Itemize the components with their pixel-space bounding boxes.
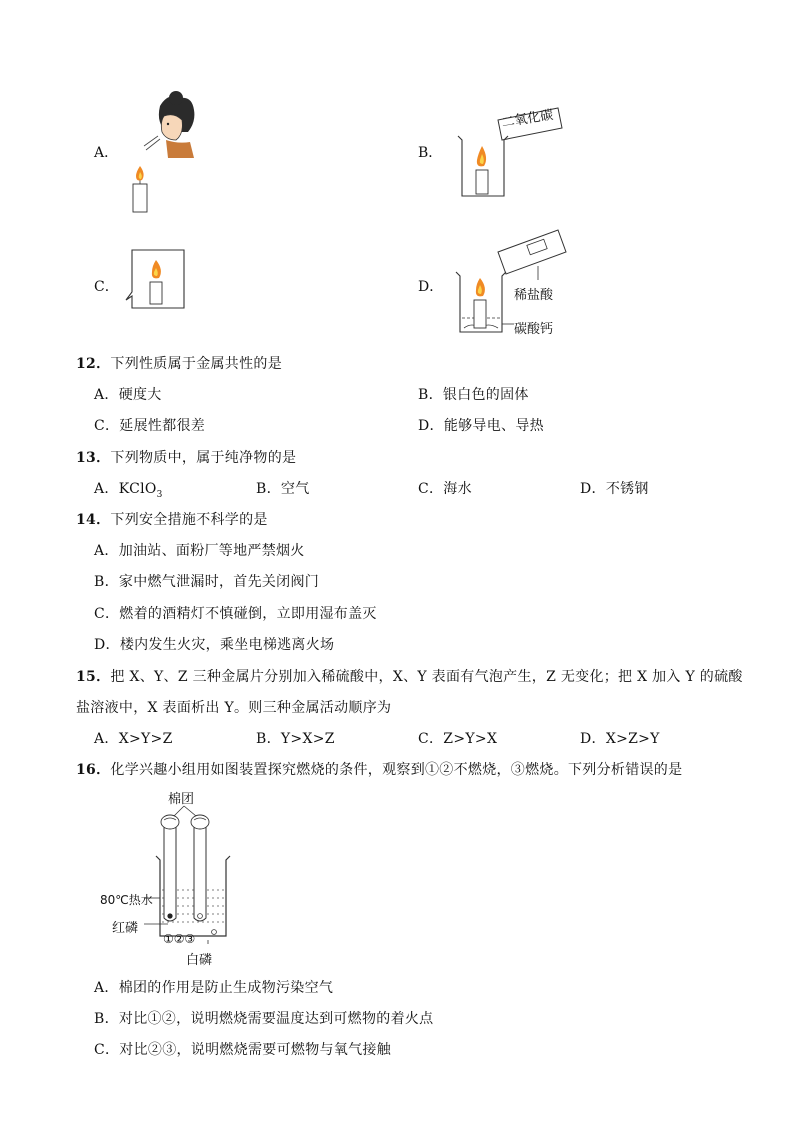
caco3-label: 碳酸钙 — [514, 322, 554, 337]
circle-marks-label: ①②③ — [163, 932, 196, 946]
question-text: 化学兴趣小组用如图装置探究燃烧的条件，观察到①②不燃烧，③燃烧。下列分析错误的是 — [110, 762, 683, 778]
q14-option-b: B．家中燃气泄漏时，首先关闭阀门 — [94, 574, 320, 590]
question-text: 下列物质中，属于纯净物的是 — [110, 450, 297, 466]
q15-option-c: C．Z>Y>X — [418, 731, 498, 747]
person-blowing-candle-figure — [118, 88, 208, 216]
q14-option-d: D．楼内发生火灾，乘坐电梯逃离火场 — [94, 637, 335, 653]
option-a-letter: A． — [94, 145, 119, 161]
q13-option-a — [94, 478, 163, 500]
q15-option-b: B．Y>X>Z — [256, 731, 335, 747]
q15-option-a: A．X>Y>Z — [94, 731, 173, 747]
q12-option-a: A．硬度大 — [94, 387, 162, 403]
question-number: 12． — [76, 356, 111, 372]
q12-option-b: B．银白色的固体 — [418, 387, 529, 403]
cotton-label: 棉团 — [168, 792, 195, 807]
q16-option-a: A．棉团的作用是防止生成物污染空气 — [94, 980, 334, 996]
question-15-stem-line2: 盐溶液中，X 表面析出 Y。则三种金属活动顺序为 — [76, 700, 392, 716]
question-number: 13． — [76, 450, 111, 466]
co2-label: 二氧化碳 — [500, 107, 555, 131]
white-phosphorus-label: 白磷 — [186, 953, 213, 968]
covered-candle-figure — [124, 248, 190, 312]
q16-option-b: B．对比①②，说明燃烧需要温度达到可燃物的着火点 — [94, 1011, 434, 1027]
q13-option-c: C．海水 — [418, 481, 472, 497]
red-phosphorus-label: 红磷 — [112, 921, 139, 936]
question-16-stem — [76, 759, 682, 779]
subscript: 3 — [156, 489, 163, 500]
question-15-stem — [76, 666, 743, 686]
option-d-letter: D． — [418, 279, 444, 295]
acid-label: 稀盐酸 — [514, 288, 554, 303]
option-c-letter: C． — [94, 279, 119, 295]
q12-option-c: C．延展性都很差 — [94, 418, 206, 434]
question-text: 把 X、Y、Z 三种金属片分别加入稀硫酸中，X、Y 表面有气泡产生，Z 无变化；把 X 加入 Y 的硫酸 — [110, 669, 743, 685]
question-13-stem — [76, 447, 296, 467]
question-number: 16． — [76, 762, 111, 778]
question-12-stem — [76, 353, 282, 373]
question-text: 下列安全措施不科学的是 — [110, 512, 268, 528]
question-text: 下列性质属于金属共性的是 — [110, 356, 282, 372]
q14-option-a: A．加油站、面粉厂等地严禁烟火 — [94, 543, 305, 559]
question-14-stem — [76, 509, 268, 529]
q14-option-c: C．燃着的酒精灯不慎碰倒，立即用湿布盖灭 — [94, 606, 377, 622]
q13-option-b: B．空气 — [256, 481, 310, 497]
option-b-letter: B． — [418, 145, 443, 161]
hot-water-label: 80℃热水 — [100, 893, 153, 907]
q15-option-d: D．X>Z>Y — [580, 731, 660, 747]
question-number: 14． — [76, 512, 111, 528]
option-text: A．KClO — [94, 481, 157, 497]
q12-option-d: D．能够导电、导热 — [418, 418, 544, 434]
q16-option-c: C．对比②③，说明燃烧需要可燃物与氧气接触 — [94, 1042, 392, 1058]
question-number: 15． — [76, 669, 111, 685]
q13-option-d: D．不锈钢 — [580, 481, 649, 497]
